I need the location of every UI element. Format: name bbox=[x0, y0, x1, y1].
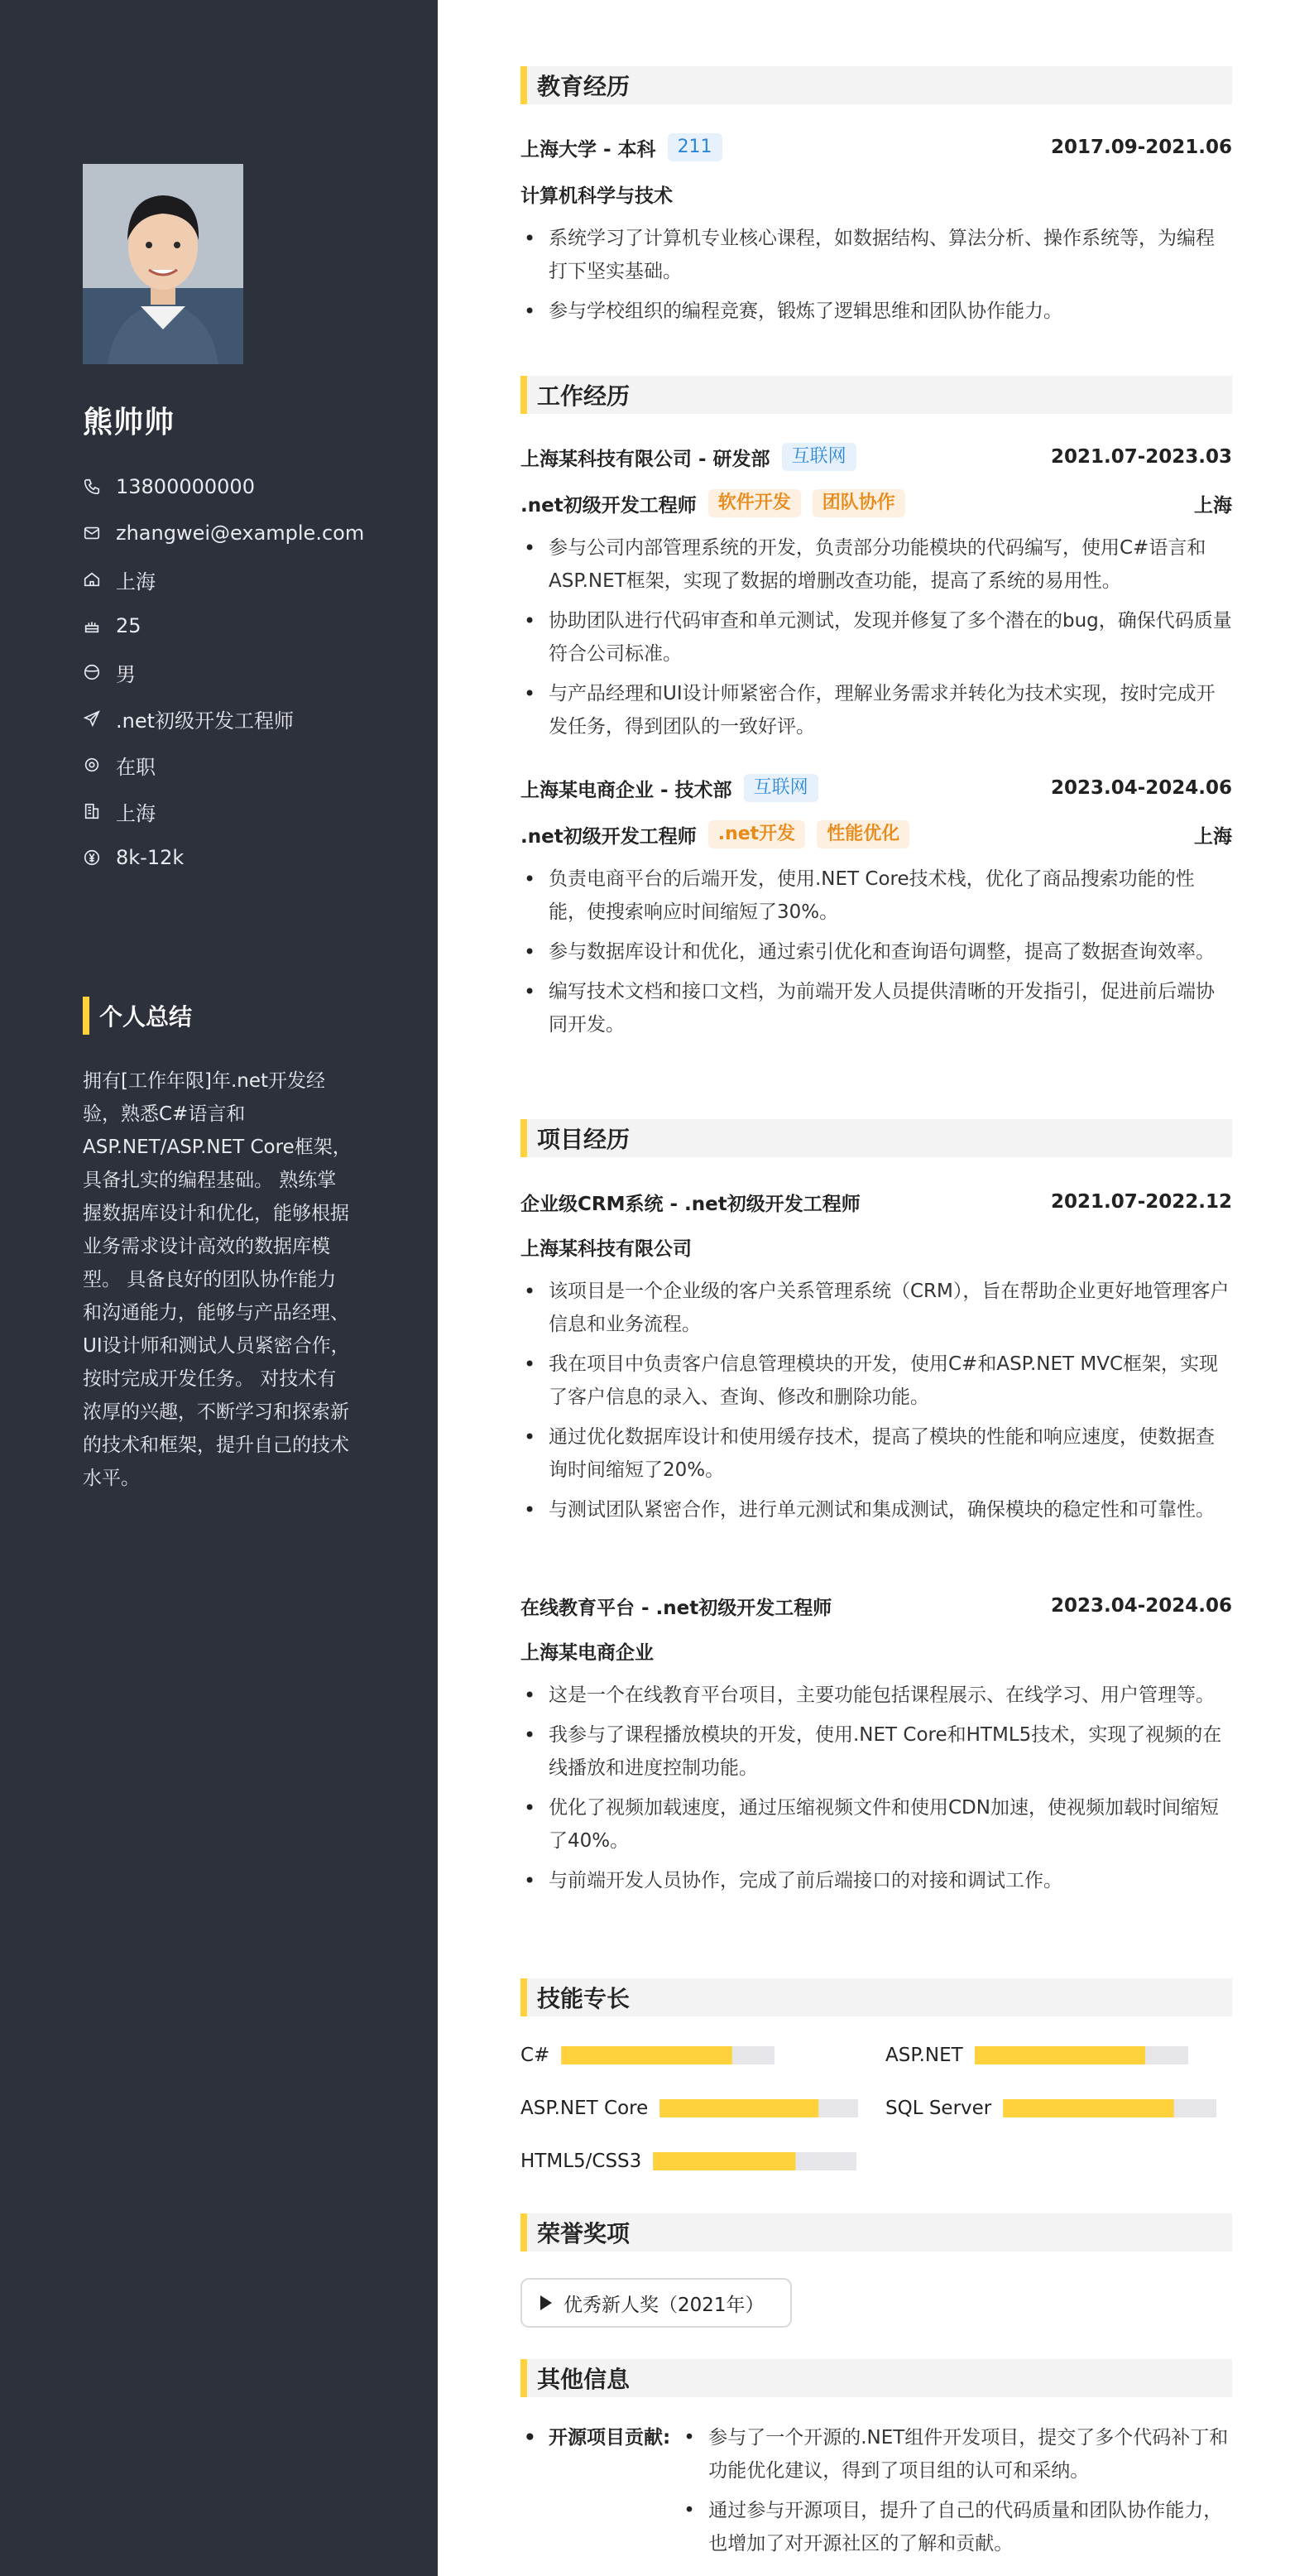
contact-info-list bbox=[83, 464, 364, 881]
skill-name: ASP.NET bbox=[885, 2045, 963, 2066]
yen-icon bbox=[83, 848, 101, 867]
skills-heading bbox=[520, 1978, 1232, 2016]
summary-heading bbox=[83, 997, 192, 1035]
list-item: • 与测试团队紧密合作，进行单元测试和集成测试，确保模块的稳定性和可靠性。 bbox=[520, 1493, 1232, 1526]
job-company: 上海某电商企业 - 技术部 bbox=[520, 779, 732, 801]
list-item: • 我在项目中负责客户信息管理模块的开发，使用C#和ASP.NET MVC框架，实现了客户信息的录入、查询、修改和删除功能。 bbox=[520, 1348, 1232, 1414]
job-company: 上海某科技有限公司 - 研发部 bbox=[520, 448, 770, 470]
project-2-header bbox=[520, 1589, 1232, 1622]
info-city bbox=[83, 556, 364, 603]
mail-icon bbox=[83, 524, 101, 542]
job-date: 2021.07-2023.03 bbox=[1050, 446, 1232, 468]
honors-title: 荣誉奖项 bbox=[537, 2220, 631, 2247]
skill-aspnet bbox=[885, 2045, 1188, 2066]
info-email bbox=[83, 510, 364, 556]
skill-bar bbox=[975, 2046, 1188, 2064]
phone-icon bbox=[83, 478, 101, 496]
gender-value: 男 bbox=[116, 662, 136, 686]
list-item: • 参与数据库设计和优化，通过索引优化和查询语句调整，提高了数据查询效率。 bbox=[520, 935, 1232, 968]
sidebar bbox=[0, 0, 438, 2576]
salary-value: 8k-12k bbox=[116, 846, 185, 869]
other-heading bbox=[520, 2359, 1232, 2397]
list-item: • 参与公司内部管理系统的开发，负责部分功能模块的代码编写，使用C#语言和ASP.NET框架，实现了数据的增删改查功能，提高了系统的易用性。 bbox=[520, 531, 1232, 598]
list-item: • 编写技术文档和接口文档，为前端开发人员提供清晰的开发指引，促进前后端协同开发。 bbox=[520, 975, 1232, 1041]
job-1-role-row bbox=[520, 487, 1232, 520]
skill-bar bbox=[659, 2099, 858, 2117]
skill-tag: 软件开发 bbox=[708, 489, 801, 517]
skill-aspnet-core bbox=[520, 2098, 858, 2119]
skill-tag: 性能优化 bbox=[817, 820, 909, 848]
info-work-city bbox=[83, 788, 364, 834]
skill-fill bbox=[975, 2046, 1145, 2064]
gender-icon bbox=[83, 663, 101, 681]
send-icon bbox=[83, 709, 101, 728]
skill-sql-server bbox=[885, 2098, 1216, 2119]
other-title: 其他信息 bbox=[537, 2366, 631, 2393]
info-age bbox=[83, 603, 364, 649]
job-role: .net初级开发工程师 bbox=[520, 494, 697, 517]
accent-bar bbox=[520, 66, 527, 104]
work-title: 工作经历 bbox=[537, 382, 631, 410]
education-title: 教育经历 bbox=[537, 73, 631, 100]
list-item: • 通过参与开源项目，提升了自己的代码质量和团队协作能力，也增加了对开源社区的了解和贡献。 bbox=[680, 2494, 1232, 2560]
profile-photo bbox=[83, 164, 243, 364]
profile-name: 熊帅帅 bbox=[83, 406, 175, 440]
project-date: 2023.04-2024.06 bbox=[1050, 1595, 1232, 1617]
job-date: 2023.04-2024.06 bbox=[1050, 777, 1232, 799]
position-value: .net初级开发工程师 bbox=[116, 709, 295, 733]
job-city: 上海 bbox=[1194, 494, 1232, 517]
award-badge bbox=[520, 2278, 792, 2328]
skill-fill bbox=[561, 2046, 731, 2064]
education-row bbox=[520, 131, 1232, 164]
project-date: 2021.07-2022.12 bbox=[1050, 1191, 1232, 1213]
list-item: • 我参与了课程播放模块的开发，使用.NET Core和HTML5技术，实现了视频的在线播放和进度控制功能。 bbox=[520, 1718, 1232, 1785]
job-1-header bbox=[520, 440, 1232, 473]
skill-html-css bbox=[520, 2151, 856, 2172]
education-heading bbox=[520, 66, 1232, 104]
skill-fill bbox=[659, 2099, 818, 2117]
list-item: • 系统学习了计算机专业核心课程，如数据结构、算法分析、操作系统等，为编程打下坚实基础。 bbox=[520, 222, 1232, 288]
list-item: • 该项目是一个企业级的客户关系管理系统（CRM），旨在帮助企业更好地管理客户信息和业务流程。 bbox=[520, 1275, 1232, 1341]
project-1-bullets bbox=[520, 1275, 1232, 1533]
skill-tag: 团队协作 bbox=[813, 489, 905, 517]
cake-icon bbox=[83, 617, 101, 635]
skill-fill bbox=[653, 2152, 795, 2170]
accent-bar bbox=[520, 1978, 527, 2016]
skill-csharp bbox=[520, 2045, 774, 2066]
other-label: • 开源项目贡献: bbox=[520, 2421, 670, 2567]
school-name: 上海大学 - 本科 bbox=[520, 138, 656, 161]
job-city: 上海 bbox=[1194, 825, 1232, 848]
industry-tag: 互联网 bbox=[744, 774, 818, 802]
list-item: • 优化了视频加载速度，通过压缩视频文件和使用CDN加速，使视频加载时间缩短了40%。 bbox=[520, 1791, 1232, 1858]
other-bullets bbox=[680, 2421, 1232, 2567]
info-position bbox=[83, 695, 364, 742]
project-name: 在线教育平台 - .net初级开发工程师 bbox=[520, 1597, 832, 1619]
status-value: 在职 bbox=[116, 755, 156, 779]
projects-title: 项目经历 bbox=[537, 1126, 631, 1153]
accent-bar bbox=[520, 2213, 527, 2252]
job-2-header bbox=[520, 771, 1232, 805]
education-bullets bbox=[520, 222, 1232, 334]
job-2-bullets bbox=[520, 863, 1232, 1048]
info-phone bbox=[83, 464, 364, 510]
accent-bar bbox=[520, 2359, 527, 2397]
home-icon bbox=[83, 570, 101, 589]
skill-fill bbox=[1003, 2099, 1173, 2117]
job-1-bullets bbox=[520, 531, 1232, 750]
age-value: 25 bbox=[116, 614, 141, 637]
work-heading bbox=[520, 376, 1232, 414]
industry-tag: 互联网 bbox=[782, 443, 856, 471]
school-tag: 211 bbox=[668, 133, 722, 161]
info-status bbox=[83, 742, 364, 788]
project-company: 上海某电商企业 bbox=[520, 1642, 654, 1664]
project-2-bullets bbox=[520, 1679, 1232, 1904]
list-item: • 通过优化数据库设计和使用缓存技术，提高了模块的性能和响应速度，使数据查询时间缩短了20%。 bbox=[520, 1420, 1232, 1487]
skill-bar bbox=[653, 2152, 856, 2170]
projects-heading bbox=[520, 1119, 1232, 1157]
list-item: • 参与了一个开源的.NET组件开发项目，提交了多个代码补丁和功能优化建议，得到了项目组的认可和采纳。 bbox=[680, 2421, 1232, 2487]
skill-name: HTML5/CSS3 bbox=[520, 2151, 642, 2172]
play-icon bbox=[540, 2295, 552, 2310]
major: 计算机科学与技术 bbox=[520, 185, 673, 207]
skill-name: ASP.NET Core bbox=[520, 2098, 649, 2119]
info-salary bbox=[83, 834, 364, 881]
skill-bar bbox=[1003, 2099, 1216, 2117]
list-item: • 参与学校组织的编程竞赛，锻炼了逻辑思维和团队协作能力。 bbox=[520, 295, 1232, 328]
project-company: 上海某科技有限公司 bbox=[520, 1238, 692, 1260]
status-icon bbox=[83, 756, 101, 774]
skill-tag: .net开发 bbox=[708, 820, 805, 848]
skill-name: SQL Server bbox=[885, 2098, 992, 2119]
job-role: .net初级开发工程师 bbox=[520, 825, 697, 848]
project-name: 企业级CRM系统 - .net初级开发工程师 bbox=[520, 1193, 861, 1215]
education-date: 2017.09-2021.06 bbox=[1050, 137, 1232, 158]
city-value: 上海 bbox=[116, 570, 156, 594]
skills-title: 技能专长 bbox=[537, 1985, 631, 2012]
list-item: • 这是一个在线教育平台项目，主要功能包括课程展示、在线学习、用户管理等。 bbox=[520, 1679, 1232, 1712]
job-2-role-row bbox=[520, 818, 1232, 851]
accent-bar bbox=[520, 376, 527, 414]
email-value: zhangwei@example.com bbox=[116, 521, 365, 545]
phone-value: 13800000000 bbox=[116, 475, 255, 498]
honors-heading bbox=[520, 2213, 1232, 2252]
list-item: • 协助团队进行代码审查和单元测试，发现并修复了多个潜在的bug，确保代码质量符合公司标准。 bbox=[520, 604, 1232, 670]
list-item: • 与前端开发人员协作，完成了前后端接口的对接和调试工作。 bbox=[520, 1864, 1232, 1897]
award-name: 优秀新人奖（2021年） bbox=[563, 2294, 765, 2316]
work-city-value: 上海 bbox=[116, 801, 156, 825]
building-icon bbox=[83, 802, 101, 820]
accent-bar bbox=[520, 1119, 527, 1157]
project-1-header bbox=[520, 1185, 1232, 1218]
list-item: • 与产品经理和UI设计师紧密合作，理解业务需求并转化为技术实现，按时完成开发任务，得到团队的一致好评。 bbox=[520, 677, 1232, 743]
info-gender bbox=[83, 649, 364, 695]
skill-bar bbox=[561, 2046, 774, 2064]
summary-text: 拥有[工作年限]年.net开发经验，熟悉C#语言和ASP.NET/ASP.NET Core框架，具备扎实的编程基础。 熟练掌握数据库设计和优化，能够根据业务需求设计高效的数据库模型。 具备良好的团队协作能力和沟通能力，能够与产品经理、UI设计师和测试人员紧密合作，按时完成开发任务。 对技术有浓厚的兴趣，不断学习和探索新的技术和框架，提升自己的技术水平。 bbox=[83, 1070, 352, 1489]
accent-bar bbox=[83, 997, 89, 1035]
skill-name: C# bbox=[520, 2045, 550, 2066]
list-item: • 负责电商平台的后端开发，使用.NET Core技术栈，优化了商品搜索功能的性能，使搜索响应时间缩短了30%。 bbox=[520, 863, 1232, 929]
other-info bbox=[520, 2421, 1232, 2567]
summary-title: 个人总结 bbox=[99, 1003, 193, 1031]
